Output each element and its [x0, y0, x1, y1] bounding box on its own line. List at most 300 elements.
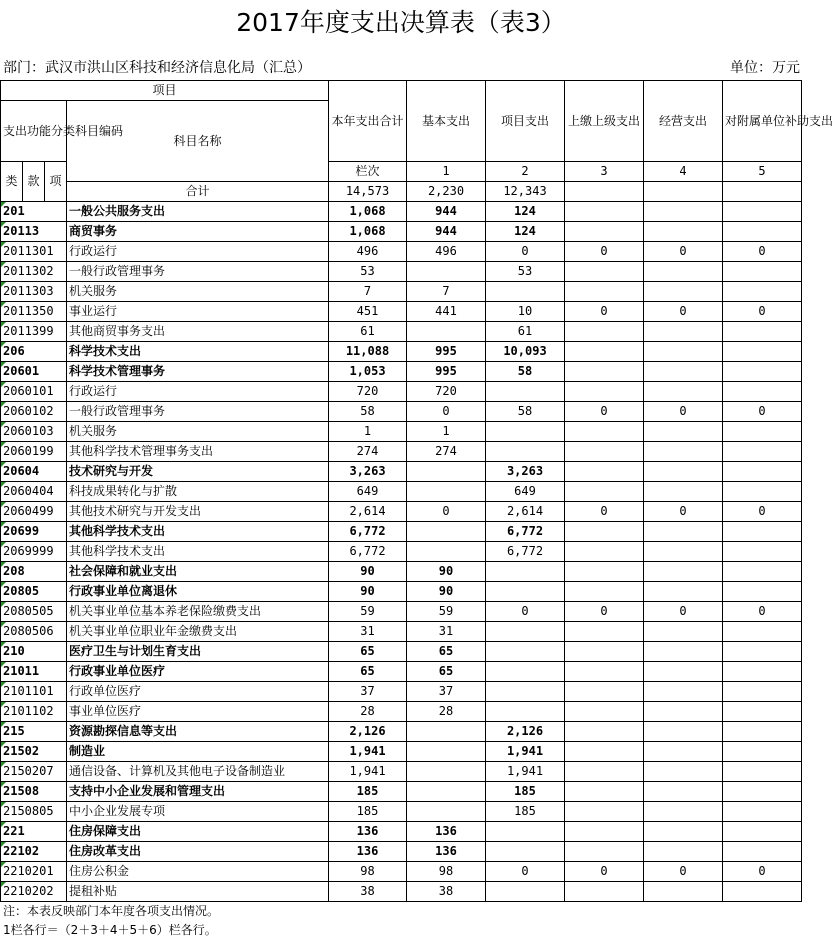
amount-cell: 1,053	[329, 362, 407, 382]
amount-cell	[407, 782, 486, 802]
amount-cell: 0	[407, 502, 486, 522]
table-row	[1, 602, 802, 622]
amount-cell: 2,614	[329, 502, 407, 522]
amount-cell	[644, 362, 723, 382]
amount-cell	[723, 582, 802, 602]
amount-cell: 7	[329, 282, 407, 302]
subject-code: 2060103	[1, 422, 67, 442]
amount-cell	[644, 722, 723, 742]
col-header-basic: 基本支出	[407, 81, 486, 162]
subject-name: 技术研究与开发	[67, 462, 329, 482]
name-header: 科目名称	[67, 101, 329, 182]
amount-cell: 995	[407, 362, 486, 382]
amount-cell	[723, 842, 802, 862]
amount-cell	[723, 362, 802, 382]
amount-cell	[644, 702, 723, 722]
amount-cell: 0	[486, 242, 565, 262]
amount-cell	[565, 222, 644, 242]
subject-code: 2150207	[1, 762, 67, 782]
total-cell	[644, 182, 723, 202]
amount-cell	[486, 582, 565, 602]
amount-cell	[644, 582, 723, 602]
subject-name: 事业单位医疗	[67, 702, 329, 722]
amount-cell	[565, 262, 644, 282]
amount-cell: 0	[565, 242, 644, 262]
subject-name: 医疗卫生与计划生育支出	[67, 642, 329, 662]
amount-cell	[644, 642, 723, 662]
amount-cell: 37	[407, 682, 486, 702]
amount-cell	[644, 202, 723, 222]
subject-code: 20601	[1, 362, 67, 382]
col-header-project: 项目支出	[486, 81, 565, 162]
table-row	[1, 582, 802, 602]
table-row	[1, 682, 802, 702]
xiang-header: 项	[45, 162, 67, 202]
table-row	[1, 722, 802, 742]
subject-name: 一般行政管理事务	[67, 402, 329, 422]
subject-name: 中小企业发展专项	[67, 802, 329, 822]
amount-cell: 38	[407, 882, 486, 902]
table-row	[1, 322, 802, 342]
amount-cell	[723, 782, 802, 802]
subject-name: 通信设备、计算机及其他电子设备制造业	[67, 762, 329, 782]
subject-code: 2011301	[1, 242, 67, 262]
subject-code: 2060404	[1, 482, 67, 502]
amount-cell	[723, 702, 802, 722]
amount-cell	[723, 622, 802, 642]
amount-cell	[486, 882, 565, 902]
subject-code: 2060101	[1, 382, 67, 402]
subject-code: 2060102	[1, 402, 67, 422]
amount-cell: 90	[407, 562, 486, 582]
amount-cell: 274	[329, 442, 407, 462]
amount-cell	[486, 682, 565, 702]
amount-cell: 58	[486, 402, 565, 422]
amount-cell	[723, 882, 802, 902]
amount-cell	[565, 662, 644, 682]
note-line: 注：本表反映部门本年度各项支出情况。	[3, 904, 220, 918]
amount-cell: 0	[644, 302, 723, 322]
amount-cell: 90	[329, 582, 407, 602]
subject-name: 商贸事务	[67, 222, 329, 242]
total-cell: 12,343	[486, 182, 565, 202]
table-row	[1, 242, 802, 262]
amount-cell	[644, 282, 723, 302]
amount-cell: 28	[407, 702, 486, 722]
subject-code: 2210201	[1, 862, 67, 882]
table-row	[1, 622, 802, 642]
amount-cell: 58	[486, 362, 565, 382]
table-row	[1, 522, 802, 542]
amount-cell	[565, 382, 644, 402]
amount-cell	[644, 542, 723, 562]
amount-cell: 65	[407, 642, 486, 662]
amount-cell	[486, 442, 565, 462]
table-row	[1, 802, 802, 822]
amount-cell	[565, 342, 644, 362]
amount-cell	[723, 542, 802, 562]
amount-cell: 649	[329, 482, 407, 502]
amount-cell: 0	[565, 302, 644, 322]
subject-code: 2150805	[1, 802, 67, 822]
amount-cell: 0	[486, 602, 565, 622]
amount-cell	[644, 762, 723, 782]
amount-cell	[723, 462, 802, 482]
col-header-upper: 上缴上级支出	[565, 81, 644, 162]
amount-cell	[644, 462, 723, 482]
amount-cell: 720	[407, 382, 486, 402]
subject-code: 208	[1, 562, 67, 582]
amount-cell	[644, 382, 723, 402]
amount-cell: 496	[329, 242, 407, 262]
amount-cell	[565, 642, 644, 662]
subject-name: 制造业	[67, 742, 329, 762]
amount-cell	[723, 562, 802, 582]
amount-cell	[723, 282, 802, 302]
table-row	[1, 762, 802, 782]
col-header-business: 经营支出	[644, 81, 723, 162]
amount-cell: 98	[329, 862, 407, 882]
amount-cell: 28	[329, 702, 407, 722]
table-row	[1, 822, 802, 842]
amount-cell: 65	[329, 642, 407, 662]
amount-cell	[644, 342, 723, 362]
subject-name: 提租补贴	[67, 882, 329, 902]
amount-cell	[644, 562, 723, 582]
kuan-header: 款	[23, 162, 45, 202]
amount-cell: 1,941	[329, 742, 407, 762]
amount-cell	[644, 442, 723, 462]
table-row	[1, 362, 802, 382]
amount-cell: 185	[486, 802, 565, 822]
amount-cell	[644, 782, 723, 802]
table-row	[1, 502, 802, 522]
amount-cell	[644, 822, 723, 842]
amount-cell: 90	[329, 562, 407, 582]
table-row	[1, 462, 802, 482]
subject-code: 2011303	[1, 282, 67, 302]
subject-name: 其他技术研究与开发支出	[67, 502, 329, 522]
subject-code: 22102	[1, 842, 67, 862]
subject-code: 20604	[1, 462, 67, 482]
subject-code: 20699	[1, 522, 67, 542]
amount-cell: 10	[486, 302, 565, 322]
subject-code: 2060199	[1, 442, 67, 462]
report-title: 2017年度支出决算表（表3）	[236, 8, 566, 37]
subject-name: 一般行政管理事务	[67, 262, 329, 282]
notes	[3, 902, 219, 940]
amount-cell	[407, 462, 486, 482]
amount-cell	[723, 202, 802, 222]
amount-cell: 31	[329, 622, 407, 642]
amount-cell	[644, 322, 723, 342]
amount-cell: 1,068	[329, 202, 407, 222]
amount-cell	[565, 542, 644, 562]
amount-cell	[723, 382, 802, 402]
subject-code: 2101101	[1, 682, 67, 702]
amount-cell: 995	[407, 342, 486, 362]
amount-cell	[644, 622, 723, 642]
amount-cell: 2,126	[329, 722, 407, 742]
amount-cell	[723, 822, 802, 842]
amount-cell: 65	[329, 662, 407, 682]
amount-cell: 2,126	[486, 722, 565, 742]
total-label: 合计	[67, 182, 329, 202]
amount-cell: 649	[486, 482, 565, 502]
amount-cell: 0	[565, 602, 644, 622]
amount-cell: 136	[329, 842, 407, 862]
table-row	[1, 302, 802, 322]
subject-name: 科学技术管理事务	[67, 362, 329, 382]
amount-cell	[723, 422, 802, 442]
amount-cell	[407, 762, 486, 782]
amount-cell: 10,093	[486, 342, 565, 362]
amount-cell: 944	[407, 222, 486, 242]
subject-name: 住房保障支出	[67, 822, 329, 842]
amount-cell	[723, 802, 802, 822]
subject-code: 21011	[1, 662, 67, 682]
amount-cell	[565, 722, 644, 742]
amount-cell: 136	[329, 822, 407, 842]
amount-cell	[565, 362, 644, 382]
amount-cell: 1,068	[329, 222, 407, 242]
amount-cell: 441	[407, 302, 486, 322]
col-header-total: 本年支出合计	[329, 81, 407, 162]
table-row	[1, 402, 802, 422]
amount-cell	[723, 262, 802, 282]
subject-name: 社会保障和就业支出	[67, 562, 329, 582]
amount-cell	[565, 582, 644, 602]
table-row	[1, 422, 802, 442]
amount-cell: 6,772	[329, 542, 407, 562]
amount-cell	[644, 802, 723, 822]
amount-cell: 0	[723, 242, 802, 262]
amount-cell	[565, 682, 644, 702]
code-header: 支出功能分类科目编码	[1, 101, 67, 162]
amount-cell: 0	[565, 402, 644, 422]
amount-cell: 1	[407, 422, 486, 442]
amount-cell	[644, 482, 723, 502]
table-row	[1, 882, 802, 902]
amount-cell	[565, 422, 644, 442]
amount-cell	[723, 482, 802, 502]
amount-cell	[723, 222, 802, 242]
subject-name: 住房改革支出	[67, 842, 329, 862]
amount-cell	[486, 562, 565, 582]
amount-cell: 3,263	[486, 462, 565, 482]
subject-code: 21508	[1, 782, 67, 802]
lei-header: 类	[1, 162, 23, 202]
amount-cell	[644, 882, 723, 902]
amount-cell	[486, 842, 565, 862]
amount-cell	[644, 682, 723, 702]
amount-cell: 944	[407, 202, 486, 222]
amount-cell	[565, 562, 644, 582]
amount-cell	[565, 202, 644, 222]
note-line: 1栏各行＝（2＋3＋4＋5＋6）栏各行。	[3, 923, 217, 937]
amount-cell	[565, 522, 644, 542]
amount-cell	[486, 382, 565, 402]
subject-code: 201	[1, 202, 67, 222]
amount-cell	[565, 462, 644, 482]
amount-cell: 6,772	[329, 522, 407, 542]
amount-cell: 61	[486, 322, 565, 342]
subject-code: 2210202	[1, 882, 67, 902]
subject-name: 事业运行	[67, 302, 329, 322]
amount-cell: 136	[407, 822, 486, 842]
amount-cell	[565, 482, 644, 502]
amount-cell: 0	[644, 602, 723, 622]
amount-cell: 6,772	[486, 522, 565, 542]
subject-name: 行政事业单位医疗	[67, 662, 329, 682]
total-cell: 2,230	[407, 182, 486, 202]
amount-cell: 1,941	[486, 762, 565, 782]
total-cell: 14,573	[329, 182, 407, 202]
subject-code: 2011302	[1, 262, 67, 282]
amount-cell: 0	[644, 402, 723, 422]
subject-name: 行政运行	[67, 382, 329, 402]
col-number: 4	[644, 162, 723, 182]
subject-code: 2011350	[1, 302, 67, 322]
amount-cell	[723, 722, 802, 742]
amount-cell: 1,941	[329, 762, 407, 782]
amount-cell: 124	[486, 202, 565, 222]
amount-cell	[565, 882, 644, 902]
table-row	[1, 282, 802, 302]
amount-cell: 274	[407, 442, 486, 462]
amount-cell: 136	[407, 842, 486, 862]
amount-cell: 37	[329, 682, 407, 702]
amount-cell: 6,772	[486, 542, 565, 562]
amount-cell	[723, 662, 802, 682]
amount-cell: 1,941	[486, 742, 565, 762]
subject-name: 机关事业单位基本养老保险缴费支出	[67, 602, 329, 622]
amount-cell	[723, 762, 802, 782]
table-row	[1, 862, 802, 882]
table-row	[1, 642, 802, 662]
amount-cell: 0	[644, 862, 723, 882]
amount-cell	[644, 522, 723, 542]
amount-cell	[486, 642, 565, 662]
amount-cell: 0	[565, 502, 644, 522]
total-cell	[723, 182, 802, 202]
subject-code: 2080505	[1, 602, 67, 622]
amount-cell	[644, 742, 723, 762]
subject-name: 机关事业单位职业年金缴费支出	[67, 622, 329, 642]
amount-cell: 0	[644, 242, 723, 262]
amount-cell: 185	[329, 782, 407, 802]
amount-cell: 90	[407, 582, 486, 602]
amount-cell: 58	[329, 402, 407, 422]
subject-code: 2101102	[1, 702, 67, 722]
table-row	[1, 542, 802, 562]
amount-cell	[723, 342, 802, 362]
amount-cell: 0	[407, 402, 486, 422]
amount-cell	[723, 742, 802, 762]
subject-name: 科技成果转化与扩散	[67, 482, 329, 502]
subject-name: 其他科学技术支出	[67, 522, 329, 542]
amount-cell	[486, 622, 565, 642]
amount-cell	[723, 682, 802, 702]
subject-code: 210	[1, 642, 67, 662]
amount-cell: 2,614	[486, 502, 565, 522]
amount-cell	[407, 542, 486, 562]
amount-cell	[407, 742, 486, 762]
amount-cell: 451	[329, 302, 407, 322]
amount-cell	[723, 322, 802, 342]
table-row	[1, 382, 802, 402]
subject-name: 机关服务	[67, 422, 329, 442]
table-row	[1, 662, 802, 682]
department-label: 部门：武汉市洪山区科技和经济信息化局（汇总）	[3, 60, 311, 76]
subject-code: 206	[1, 342, 67, 362]
table-row	[1, 742, 802, 762]
unit-label: 单位：万元	[730, 60, 800, 76]
amount-cell	[565, 442, 644, 462]
amount-cell	[407, 482, 486, 502]
amount-cell	[565, 822, 644, 842]
subject-code: 2080506	[1, 622, 67, 642]
table-row	[1, 842, 802, 862]
amount-cell: 59	[407, 602, 486, 622]
subject-name: 行政事业单位离退休	[67, 582, 329, 602]
subject-name: 行政运行	[67, 242, 329, 262]
amount-cell: 53	[486, 262, 565, 282]
subject-name: 行政单位医疗	[67, 682, 329, 702]
item-header: 项目	[1, 81, 329, 101]
amount-cell	[565, 322, 644, 342]
amount-cell: 124	[486, 222, 565, 242]
amount-cell	[565, 802, 644, 822]
subject-name: 机关服务	[67, 282, 329, 302]
subject-code: 21502	[1, 742, 67, 762]
amount-cell	[644, 662, 723, 682]
table-row	[1, 782, 802, 802]
subject-name: 科学技术支出	[67, 342, 329, 362]
subject-code: 20805	[1, 582, 67, 602]
amount-cell	[486, 422, 565, 442]
amount-cell: 0	[723, 602, 802, 622]
amount-cell	[644, 842, 723, 862]
amount-cell: 61	[329, 322, 407, 342]
amount-cell	[723, 642, 802, 662]
subject-name: 住房公积金	[67, 862, 329, 882]
amount-cell	[644, 422, 723, 442]
subject-code: 221	[1, 822, 67, 842]
subject-code: 20113	[1, 222, 67, 242]
amount-cell: 11,088	[329, 342, 407, 362]
amount-cell: 0	[644, 502, 723, 522]
amount-cell	[723, 442, 802, 462]
amount-cell: 0	[723, 402, 802, 422]
total-cell	[565, 182, 644, 202]
amount-cell	[565, 782, 644, 802]
amount-cell: 3,263	[329, 462, 407, 482]
amount-cell: 31	[407, 622, 486, 642]
table-row	[1, 342, 802, 362]
subject-name: 一般公共服务支出	[67, 202, 329, 222]
amount-cell: 185	[329, 802, 407, 822]
subject-name: 其他科学技术支出	[67, 542, 329, 562]
table-row	[1, 482, 802, 502]
amount-cell: 496	[407, 242, 486, 262]
table-row	[1, 262, 802, 282]
amount-cell: 7	[407, 282, 486, 302]
amount-cell	[723, 522, 802, 542]
amount-cell: 720	[329, 382, 407, 402]
lanci-label: 栏次	[329, 162, 407, 182]
amount-cell	[565, 762, 644, 782]
